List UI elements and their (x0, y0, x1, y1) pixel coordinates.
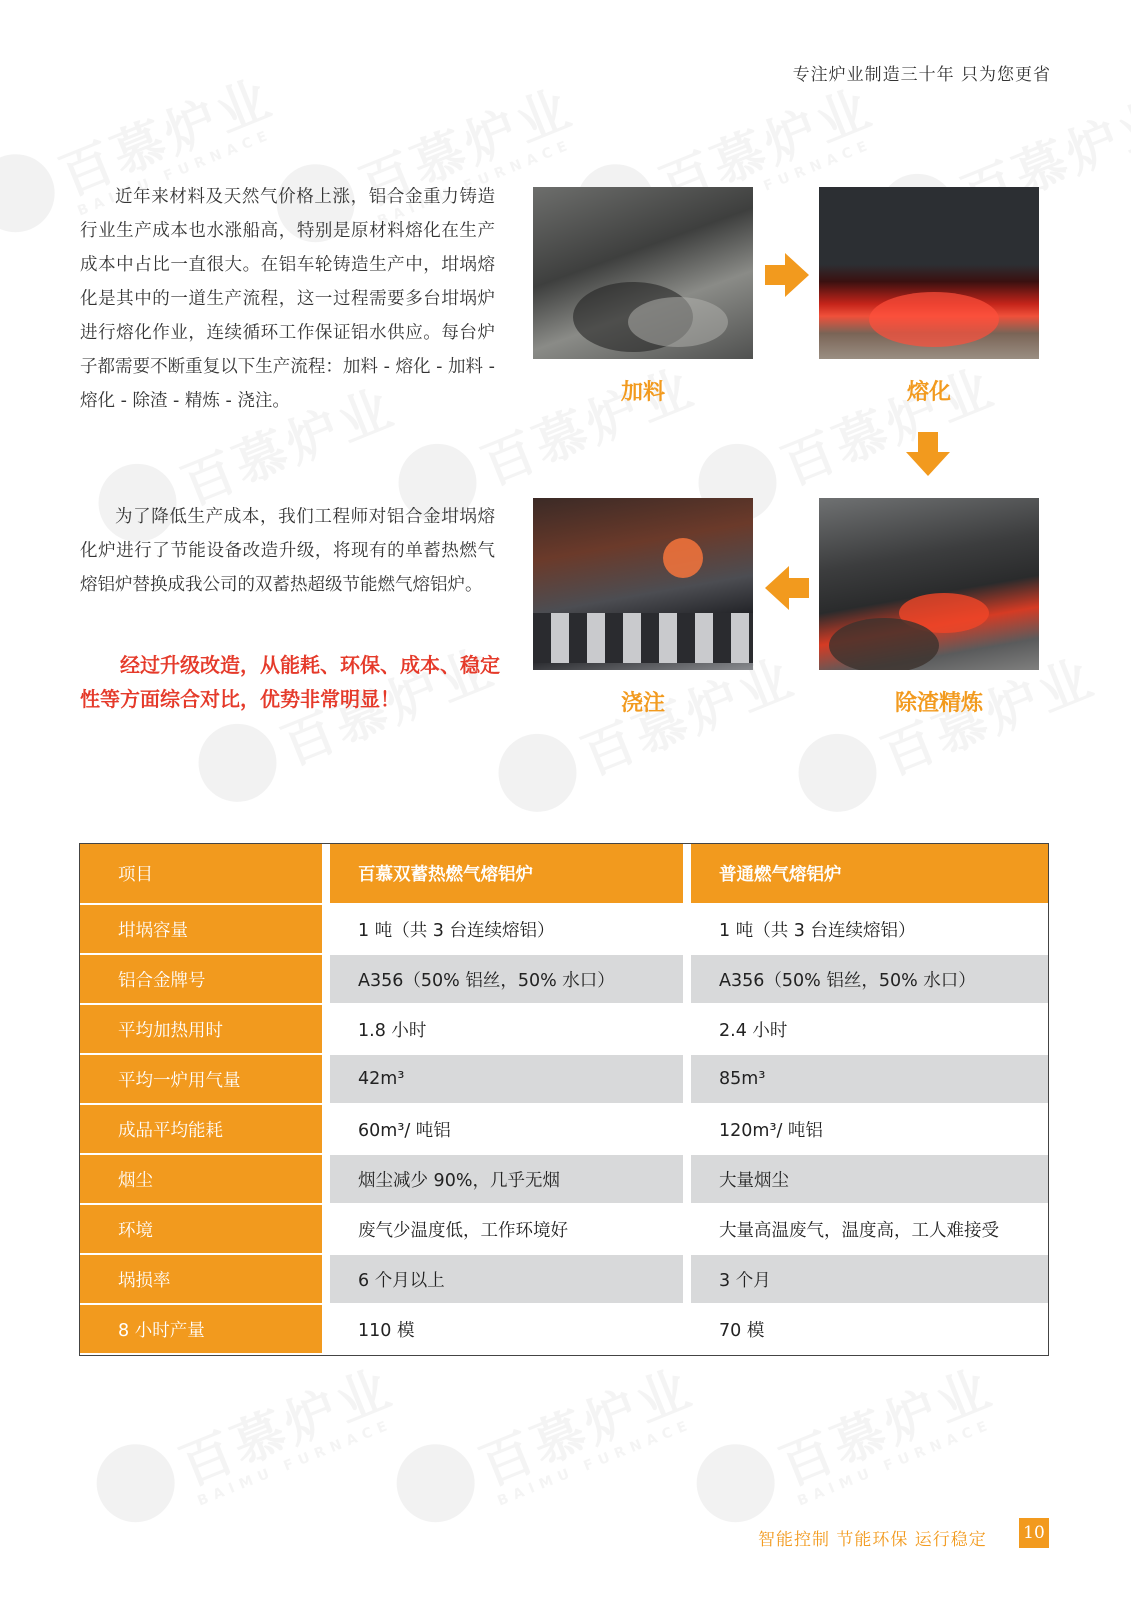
table-row (80, 1305, 1048, 1355)
table-cell: 70 模 (691, 1305, 1048, 1355)
table-cell-item: 环境 (80, 1205, 330, 1255)
header-slogan: 专注炉业制造三十年 只为您更省 (792, 65, 1051, 85)
table-cell: 1 吨（共 3 台连续熔铝） (691, 905, 1048, 955)
watermark-logo-icon (685, 1432, 787, 1534)
intro-paragraph-1: 近年来材料及天然气价格上涨，铝合金重力铸造行业生产成本也水涨船高，特别是原材料熔化在生产成本中占比一直很大。在铝车轮铸造生产中，坩埚熔化是其中的一道生产流程，这一过程需要多台坩埚炉进行熔化作业，连续循环工作保证铝水供应。每台炉子都需要不断重复以下生产流程：加料 - 熔化 - 加料 - 熔化 - 除渣 - 精炼 - 浇注。 (80, 187, 495, 411)
watermark (385, 1345, 707, 1543)
table-cell: 6 个月以上 (330, 1255, 691, 1305)
table-header-cell: 百慕双蓄热燃气熔铝炉 (330, 844, 691, 905)
table-row (80, 1205, 1048, 1255)
table-cell: 大量高温废气，温度高，工人难接受 (691, 1205, 1048, 1255)
table-cell: 60m³/ 吨铝 (330, 1105, 691, 1155)
table-cell: 120m³/ 吨铝 (691, 1105, 1048, 1155)
table-header-cell: 普通燃气熔铝炉 (691, 844, 1048, 905)
arrow-right-icon (765, 253, 809, 297)
table-cell-item: 8 小时产量 (80, 1305, 330, 1355)
table-row (80, 1155, 1048, 1205)
table-cell: 烟尘减少 90%，几乎无烟 (330, 1155, 691, 1205)
watermark-logo-icon (385, 1432, 487, 1534)
highlight-statement: 经过升级改造，从能耗、环保、成本、稳定性等方面综合对比，优势非常明显！ (80, 653, 500, 711)
table-header-cell: 项目 (80, 844, 330, 905)
table-cell-item: 坩埚容量 (80, 905, 330, 955)
watermark-logo-icon (85, 1432, 187, 1534)
arrow-left-icon (765, 566, 809, 610)
watermark (85, 1345, 407, 1543)
table-cell: 85m³ (691, 1055, 1048, 1105)
table-cell: 1 吨（共 3 台连续熔铝） (330, 905, 691, 955)
arrow-down-icon (906, 432, 950, 476)
table-cell-item: 烟尘 (80, 1155, 330, 1205)
page-number: 10 (1019, 1518, 1049, 1548)
table-cell: A356（50% 铝丝，50% 水口） (330, 955, 691, 1005)
table-row (80, 1255, 1048, 1305)
table-cell-item: 平均一炉用气量 (80, 1055, 330, 1105)
photo-pouring (533, 498, 753, 670)
photo-melting (819, 187, 1039, 359)
step-label-pouring: 浇注 (621, 691, 666, 716)
table-cell: 废气少温度低，工作环境好 (330, 1205, 691, 1255)
table-cell: 110 模 (330, 1305, 691, 1355)
table-row (80, 955, 1048, 1005)
watermark-logo-icon (187, 712, 289, 814)
table-cell: 42m³ (330, 1055, 691, 1105)
watermark-logo-icon (0, 142, 66, 244)
watermark (685, 1345, 1007, 1543)
table-row (80, 1055, 1048, 1105)
photo-slag-refining (819, 498, 1039, 670)
watermark-logo-icon (487, 722, 589, 824)
table-cell: 3 个月 (691, 1255, 1048, 1305)
comparison-table (79, 843, 1049, 1356)
table-cell: A356（50% 铝丝，50% 水口） (691, 955, 1048, 1005)
table-cell: 2.4 小时 (691, 1005, 1048, 1055)
table-row (80, 905, 1048, 955)
table-cell: 大量烟尘 (691, 1155, 1048, 1205)
table-cell-item: 埚损率 (80, 1255, 330, 1305)
step-label-slag-refining: 除渣精炼 (895, 691, 984, 716)
watermark-logo-icon (787, 722, 889, 824)
table-header-row (80, 844, 1048, 905)
table-row (80, 1005, 1048, 1055)
step-label-feeding: 加料 (621, 380, 666, 405)
table-cell-item: 平均加热用时 (80, 1005, 330, 1055)
step-label-melting: 熔化 (907, 380, 952, 405)
footer-slogan: 智能控制 节能环保 运行稳定 (758, 1530, 987, 1550)
intro-paragraph-2: 为了降低生产成本，我们工程师对铝合金坩埚熔化炉进行了节能设备改造升级，将现有的单蓄热燃气熔铝炉替换成我公司的双蓄热超级节能燃气熔铝炉。 (80, 507, 495, 595)
table-cell-item: 成品平均能耗 (80, 1105, 330, 1155)
table-row (80, 1105, 1048, 1155)
table-cell-item: 铝合金牌号 (80, 955, 330, 1005)
table-cell: 1.8 小时 (330, 1005, 691, 1055)
photo-feeding (533, 187, 753, 359)
